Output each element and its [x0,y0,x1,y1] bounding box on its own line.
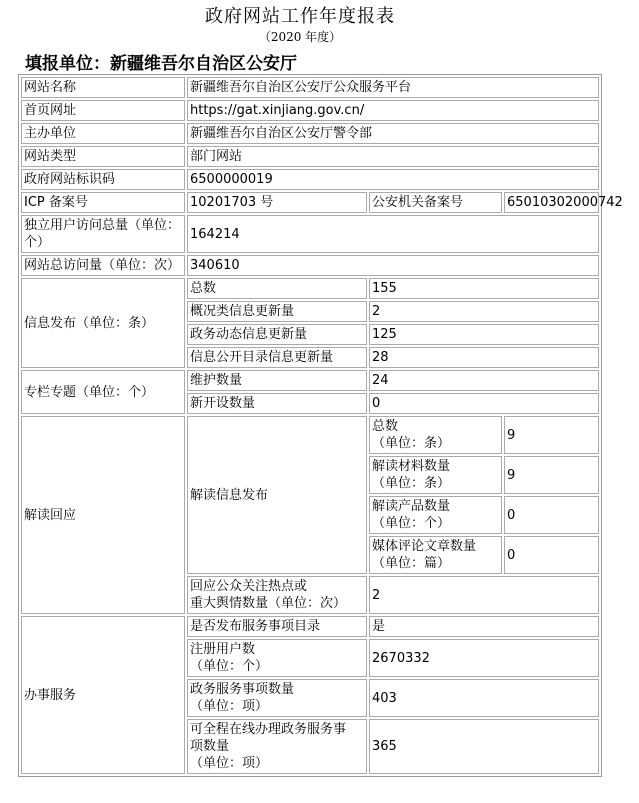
reporting-unit: 填报单位：新疆维吾尔自治区公安厅 [25,54,297,74]
uv-value: 164214 [187,215,599,253]
table-row [21,370,599,391]
row-label: 可全程在线办理政务服务事 项数量 （单位：项） [187,719,367,774]
site-type-value: 部门网站 [187,146,599,167]
row-label: 概况类信息更新量 [187,301,367,322]
catalog-value: 是 [369,616,599,637]
users-value: 2670332 [369,639,599,677]
response-value: 2 [369,576,599,614]
row-label: 网站类型 [21,146,185,167]
interpret-value: 9 [504,456,599,494]
info-value: 28 [369,347,599,368]
row-label: 政务服务事项数量 （单位：项） [187,679,367,717]
row-label: 政府网站标识码 [21,169,185,190]
info-value: 125 [369,324,599,345]
interpret-value: 0 [504,536,599,574]
online-value: 365 [369,719,599,774]
sponsor-value: 新疆维吾尔自治区公安厅警令部 [187,123,599,144]
row-label: 总数 （单位：条） [369,416,502,454]
section-label-info: 信息发布（单位：条） [21,278,185,368]
row-label: 解读材料数量 （单位：条） [369,456,502,494]
row-label: 独立用户访问总量（单位：个） [21,215,185,253]
row-label: 解读产品数量 （单位：个） [369,496,502,534]
row-label: 网站名称 [21,77,185,98]
row-label: 网站总访问量（单位：次） [21,255,185,276]
table-row [21,255,599,276]
row-label: 媒体评论文章数量 （单位：篇） [369,536,502,574]
items-value: 403 [369,679,599,717]
row-label: 公安机关备案号 [369,192,502,213]
info-value: 155 [369,278,599,299]
report-year: （2020 年度） [258,30,342,44]
gov-id-value: 6500000019 [187,169,599,190]
table-row [21,416,599,454]
interpret-value: 0 [504,496,599,534]
interpret-value: 9 [504,416,599,454]
section-label-interpret: 解读回应 [21,416,185,614]
police-value: 65010302000742 [504,192,599,213]
row-label: 是否发布服务事项目录 [187,616,367,637]
row-label: 主办单位 [21,123,185,144]
site-name-value: 新疆维吾尔自治区公安厅公众服务平台 [187,77,599,98]
table-row [21,215,599,253]
row-label: 回应公众关注热点或 重大舆情数量（单位：次） [187,576,367,614]
section-label-column: 专栏专题（单位：个） [21,370,185,414]
table-row [21,146,599,167]
report-title: 政府网站工作年度报表 [205,6,395,27]
table-row [21,169,599,190]
table-row [21,123,599,144]
report-table [18,74,623,777]
home-url-value[interactable]: https://gat.xinjiang.gov.cn/ [187,100,599,121]
info-value: 2 [369,301,599,322]
row-label: 首页网址 [21,100,185,121]
row-label: 新开设数量 [187,393,367,414]
table-row [21,77,599,98]
row-label: 信息公开目录信息更新量 [187,347,367,368]
icp-value: 10201703 号 [187,192,367,213]
interpret-release-label: 解读信息发布 [187,416,367,574]
column-value: 0 [369,393,599,414]
pv-value: 340610 [187,255,599,276]
row-label: 注册用户数 （单位：个） [187,639,367,677]
table-row [21,278,599,299]
column-value: 24 [369,370,599,391]
row-label: 维护数量 [187,370,367,391]
row-label: ICP 备案号 [21,192,185,213]
table-row [21,100,599,121]
row-label: 总数 [187,278,367,299]
section-label-service: 办事服务 [21,616,185,774]
row-label: 政务动态信息更新量 [187,324,367,345]
table-row [21,192,599,213]
table-row [21,616,599,637]
